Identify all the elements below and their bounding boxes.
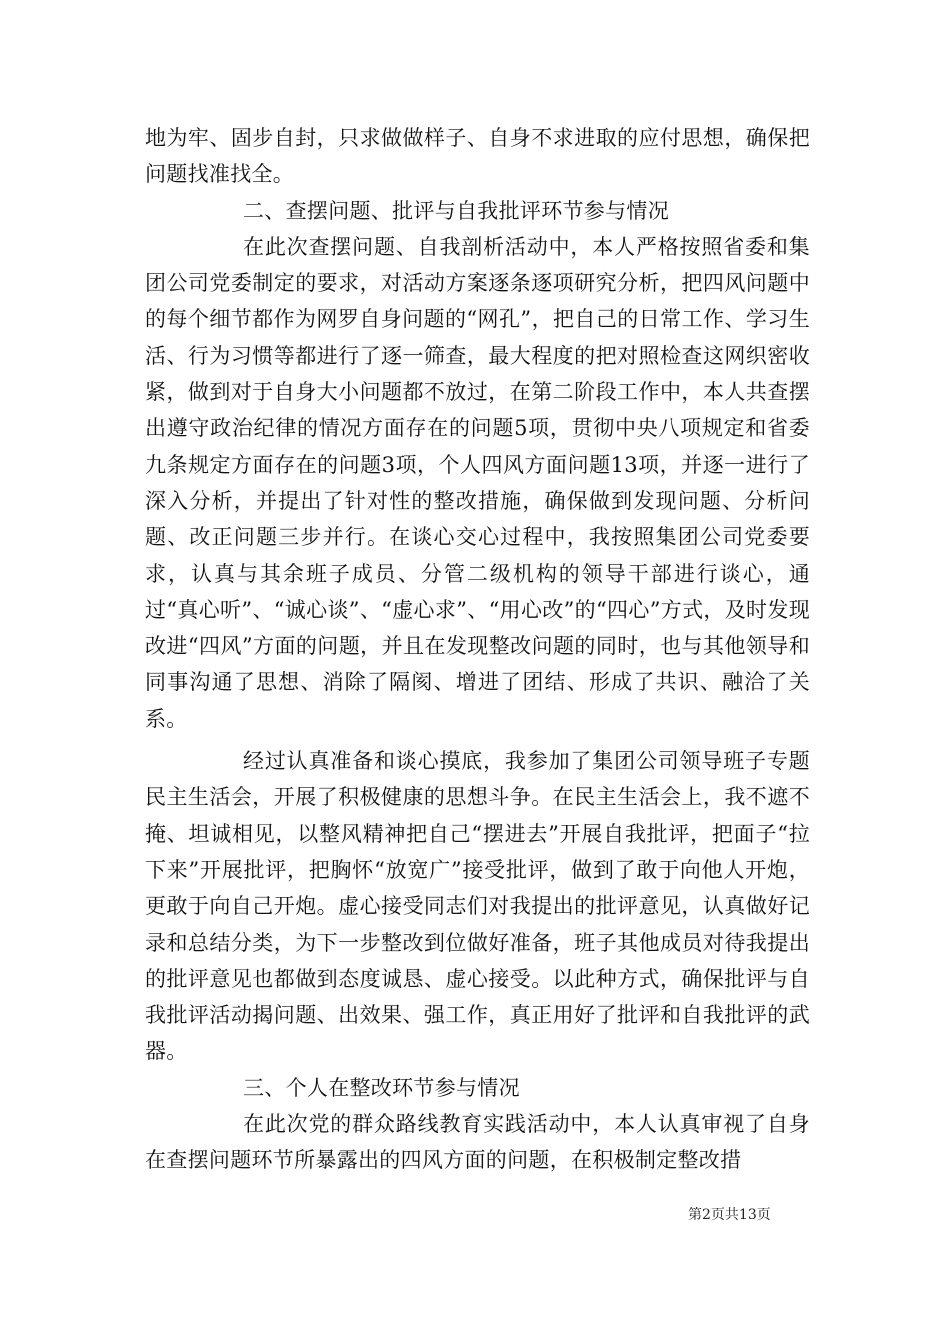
section-heading-2: 二、查摆问题、批评与自我批评环节参与情况	[243, 198, 669, 223]
paragraph-self-review: 在此次查摆问题、自我剖析活动中，本人严格按照省委和集团公司党委制定的要求，对活动方案逐条逐项研究分析，把四风问题中的每个细节都作为网罗自身问题的“网孔”，把自己的日常工作、学习生活、行为习惯等都进行了逐一筛查，最大程度的把对照检查这网织密收紧，做到对于自身大小问题都不放过，在第二阶段工作中，本人共查摆出遵守政治纪律的情况方面存在的问题5项，贯彻中央八项规定和省委九条规定方面存在的问题3项，个人四风方面问题13项，并逐一进行了深入分析，并提出了针对性的整改措施，确保做到发现问题、分析问题、改正问题三步并行。在谈心交心过程中，我按照集团公司党委要求，认真与其余班子成员、分管二级机构的领导干部进行谈心，通过“真心听”、“诚心谈”、“虚心求”、“用心改”的“四心”方式，及时发现改进“四风”方面的问题，并且在发现整改问题的同时，也与其他领导和同事沟通了思想、消除了隔阂、增进了团结、形成了共识、融洽了关系。	[145, 234, 810, 731]
page-number-footer: 第2页共13页	[688, 1207, 771, 1223]
paragraph-rectification: 在此次党的群众路线教育实践活动中，本人认真审视了自身在查摆问题环节所暴露出的四风方面的问题，在积极制定整改措	[145, 1112, 810, 1173]
paragraph-continuation: 地为牢、固步自封，只求做做样子、自身不求进取的应付思想，确保把问题找准找全。	[145, 126, 810, 187]
paragraph-democratic-meeting: 经过认真准备和谈心摸底，我参加了集团公司领导班子专题民主生活会，开展了积极健康的思想斗争。在民主生活会上，我不遮不掩、坦诚相见，以整风精神把自己“摆进去”开展自我批评，把面子“拉下来”开展批评，把胸怀“放宽广”接受批评，做到了敢于向他人开炮，更敢于向自己开炮。虚心接受同志们对我提出的批评意见，认真做好记录和总结分类，为下一步整改到位做好准备，班子其他成员对待我提出的批评意见也都做到态度诚恳、虚心接受。以此种方式，确保批评与自我批评活动揭问题、出效果、强工作，真正用好了批评和自我批评的武器。	[145, 749, 810, 1064]
document-body	[145, 120, 810, 1179]
section-heading-3: 三、个人在整改环节参与情况	[243, 1075, 520, 1100]
